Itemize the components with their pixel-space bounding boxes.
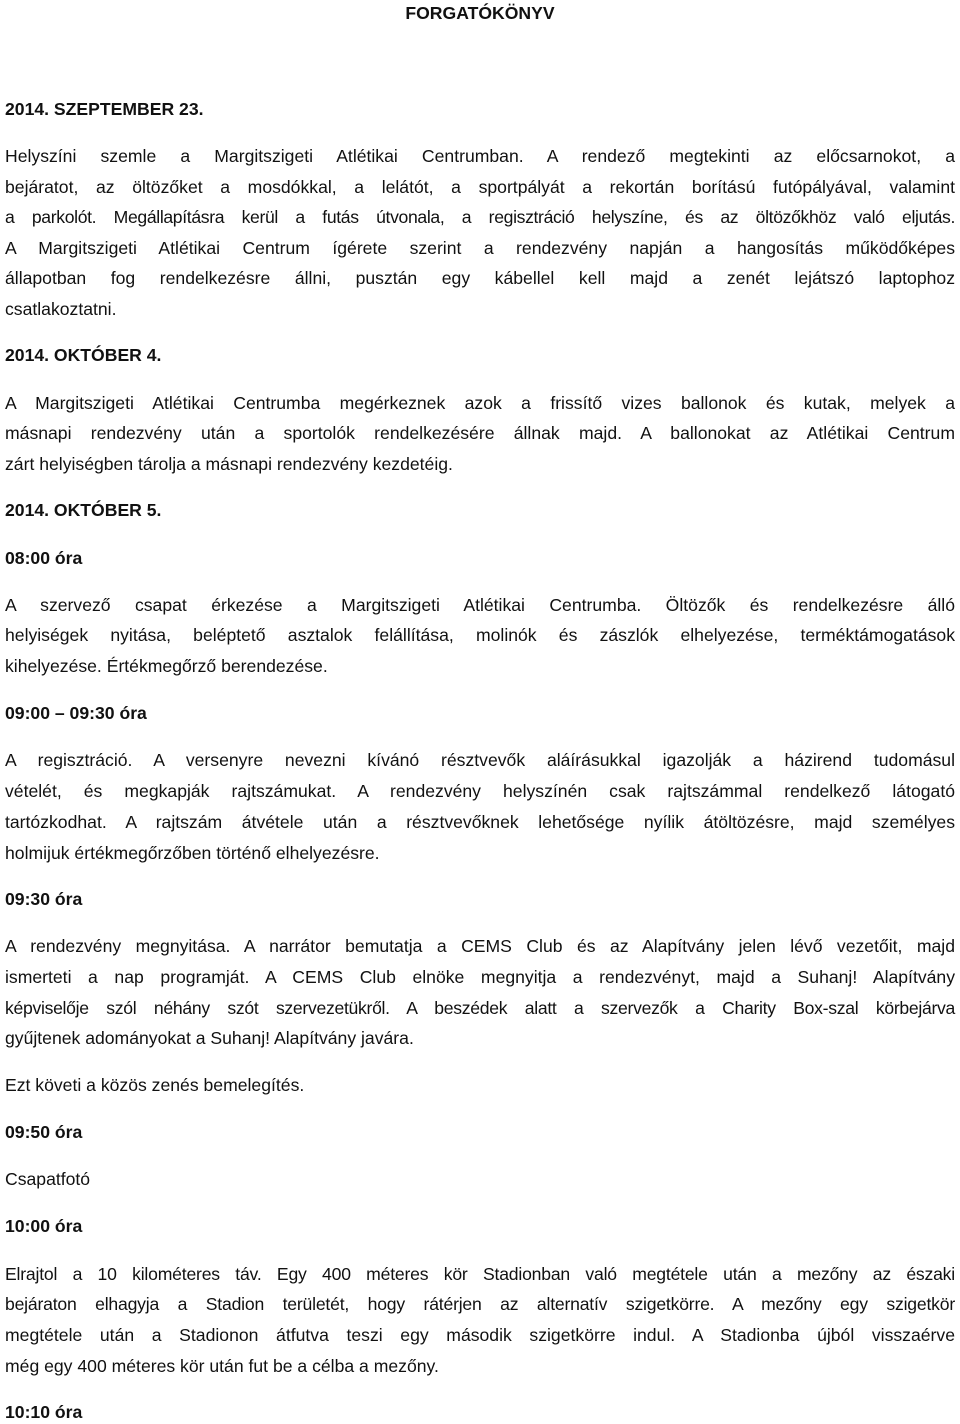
paragraph-line: csatlakoztatni. bbox=[5, 299, 117, 319]
paragraph-line: kihelyezése. Értékmegőrző berendezése. bbox=[5, 656, 328, 676]
paragraph-line: gyűjtenek adományokat a Suhanj! Alapítvány javára. bbox=[5, 1028, 414, 1048]
paragraph-line: másnapi rendezvény után a sportolók rendelkezésére állnak majd. A ballonokat az Atlétikai Centrum bbox=[5, 423, 955, 443]
paragraph-line: a parkolót. Megállapításra kerül a futás útvonala, a regisztráció helyszíne, és az öltözőkhöz való eljutás. bbox=[5, 207, 955, 227]
date-heading: 2014. OKTÓBER 5. bbox=[5, 500, 162, 520]
paragraph-line: Csapatfotó bbox=[5, 1169, 91, 1189]
paragraph-line: bejáraton elhagyja a Stadion területét, hogy rátérjen az alternatív szigetkörre. A mezőny egy szigetkör bbox=[5, 1294, 955, 1314]
time-heading: 10:10 óra bbox=[5, 1402, 83, 1422]
paragraph-line: bejáratot, az öltözőket a mosdókkal, a lelátót, a sportpályát a rekortán borítású futópályával, valamint bbox=[5, 177, 955, 197]
time-heading: 08:00 óra bbox=[5, 548, 83, 568]
paragraph-line: még egy 400 méteres kör után fut be a célba a mezőny. bbox=[5, 1356, 439, 1376]
paragraph-line: A szervező csapat érkezése a Margitszigeti Atlétikai Centrumba. Öltözők és rendelkezésre álló bbox=[5, 595, 955, 615]
document-title: FORGATÓKÖNYV bbox=[405, 3, 555, 23]
paragraph-line: holmijuk értékmegőrzőben történő elhelyezésre. bbox=[5, 843, 380, 863]
paragraph-line: ismerteti a nap programját. A CEMS Club elnöke megnyitja a rendezvényt, majd a Suhanj! Alapítvány bbox=[5, 967, 955, 987]
time-heading: 09:30 óra bbox=[5, 889, 83, 909]
paragraph-line: vételét, és megkapják rajtszámukat. A rendezvény helyszínén csak rajtszámmal rendelkező látogató bbox=[5, 781, 955, 801]
date-heading: 2014. OKTÓBER 4. bbox=[5, 345, 162, 365]
paragraph-line: A regisztráció. A versenyre nevezni kívánó résztvevők aláírásukkal igazolják a házirend tudomásul bbox=[5, 750, 955, 770]
paragraph-line: A Margitszigeti Atlétikai Centrumba megérkeznek azok a frissítő vizes ballonok és kutak, melyek a bbox=[5, 393, 955, 413]
paragraph-line: képviselője szól néhány szót szervezetükről. A beszédek alatt a szervezők a Charity Box-szal körbejárva bbox=[5, 998, 955, 1018]
paragraph-line: tartózkodhat. A rajtszám átvétele után a résztvevőknek lehetősége nyílik átöltözésre, majd személyes bbox=[5, 812, 955, 832]
paragraph-line: Helyszíni szemle a Margitszigeti Atlétikai Centrumban. A rendező megtekinti az előcsarnokot, a bbox=[5, 146, 955, 166]
date-heading: 2014. SZEPTEMBER 23. bbox=[5, 99, 204, 119]
time-heading: 09:00 – 09:30 óra bbox=[5, 703, 147, 723]
time-heading: 10:00 óra bbox=[5, 1216, 83, 1236]
paragraph-line: helyiségek nyitása, beléptető asztalok felállítása, molinók és zászlók elhelyezése, terméktámogatások bbox=[5, 625, 955, 645]
paragraph-line: A Margitszigeti Atlétikai Centrum ígérete szerint a rendezvény napján a hangosítás működőképes bbox=[5, 238, 955, 258]
paragraph-line: zárt helyiségben tárolja a másnapi rendezvény kezdetéig. bbox=[5, 454, 453, 474]
paragraph-line: Elrajtol a 10 kilométeres táv. Egy 400 méteres kör Stadionban való megtétele után a mezőny az északi bbox=[5, 1264, 955, 1284]
paragraph-line: megtétele után a Stadionon átfutva teszi egy második szigetkörre indul. A Stadionba újból visszaérve bbox=[5, 1325, 955, 1345]
paragraph-line: A rendezvény megnyitása. A narrátor bemutatja a CEMS Club és az Alapítvány jelen lévő vezetőit, majd bbox=[5, 936, 955, 956]
paragraph-line: állapotban fog rendelkezésre állni, pusztán egy kábellel kell majd a zenét lejátszó laptophoz bbox=[5, 268, 955, 288]
time-heading: 09:50 óra bbox=[5, 1122, 83, 1142]
paragraph-line: Ezt követi a közös zenés bemelegítés. bbox=[5, 1075, 305, 1095]
